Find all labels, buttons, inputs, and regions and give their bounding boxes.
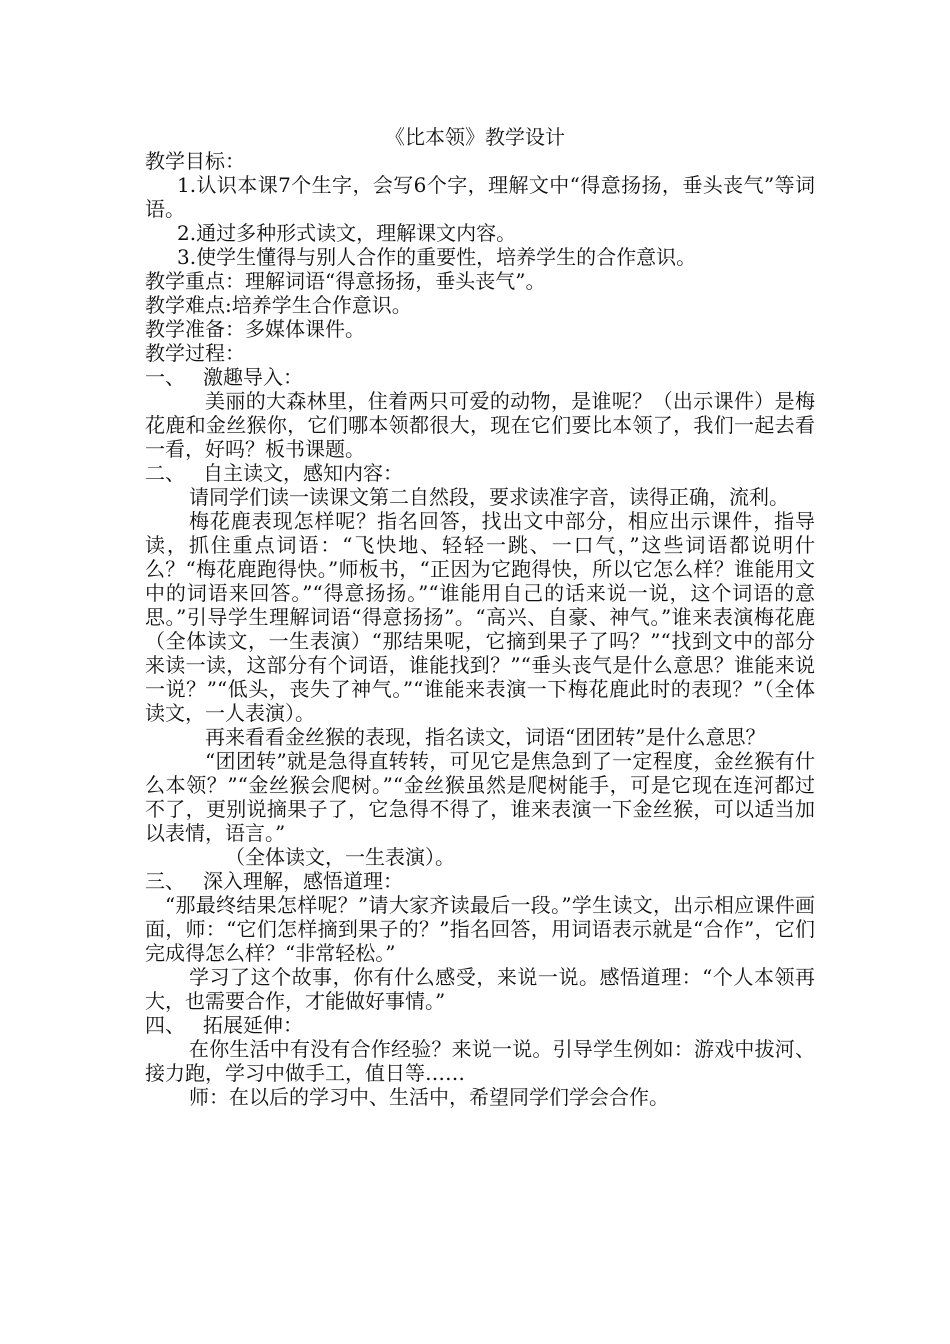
process-heading: 教学过程：: [145, 341, 245, 365]
preparation: 教学准备：多媒体课件。: [145, 317, 365, 341]
paragraph: 梅花鹿表现怎样呢？指名回答，找出文中部分，相应出示课件，指导读，抓住重点词语：“飞快地、轻轻一跳、一口气，”这些词语都说明什么？“梅花鹿跑得快。”师板书，“正因为它跑得快，所以它怎么样？谁能用文中的词语来回答。”“得意扬扬。”“谁能用自己的话来说一说，这个词语的意思。”引导学生理解词语“得意扬扬”。“高兴、自豪、神气。”谁来表演梅花鹿（全体读文，一生表演）“那结果呢，它摘到果子了吗？”“找到文中的部分来读一读，这部分有个词语，谁能找到？”“垂头丧气是什么意思？谁能来说一说？”“低头，丧失了神气。”“谁能来表演一下梅花鹿此时的表现？”（全体读文，一人表演）。: [145, 509, 815, 725]
difficulty: 教学难点:培养学生合作意识。: [145, 293, 412, 317]
goal-item-2: 2.通过多种形式读文，理解课文内容。: [177, 221, 517, 245]
paragraph: （全体读文，一生表演）。: [225, 845, 455, 869]
paragraph: “那最终结果怎样呢？”请大家齐读最后一段。”学生读文，出示相应课件画面，师：“它们怎样摘到果子的？”指名回答，用词语表示就是“合作”，它们完成得怎么样？“非常轻松。”: [145, 893, 815, 965]
paragraph: “团团转”就是急得直转转，可见它是焦急到了一定程度，金丝猴有什么本领？”“金丝猴会爬树。”“金丝猴虽然是爬树能手，可是它现在连河都过不了，更别说摘果子了，它急得不得了，谁来表演一下金丝猴，可以适当加以表情，语言。”: [145, 749, 815, 845]
document-title: 《比本领》教学设计: [385, 125, 565, 149]
paragraph: 再来看看金丝猴的表现，指名读文，词语“团团转”是什么意思？: [205, 725, 766, 749]
section-number: 三、: [145, 869, 185, 893]
paragraph: 师：在以后的学习中、生活中，希望同学们学会合作。: [189, 1085, 669, 1109]
paragraph: 学习了这个故事，你有什么感受，来说一说。感悟道理：“个人本领再大，也需要合作，才能做好事情。”: [145, 965, 815, 1013]
section-title: 深入理解，感悟道理：: [203, 869, 403, 893]
section-title: 自主读文，感知内容：: [203, 461, 403, 485]
section-heading-2: [145, 461, 815, 485]
section-title: 激趣导入：: [203, 365, 303, 389]
section-heading-4: [145, 1013, 815, 1037]
section-heading-1: [145, 365, 815, 389]
document-body: [145, 149, 815, 1109]
goal-item-3: 3.使学生懂得与别人合作的重要性，培养学生的合作意识。: [177, 245, 697, 269]
section-number: 四、: [145, 1013, 185, 1037]
goal-item-1: 1.认识本课7个生字，会写6个字，理解文中“得意扬扬，垂头丧气”等词语。: [145, 173, 815, 221]
section-title: 拓展延伸：: [203, 1013, 303, 1037]
section-heading-3: [145, 869, 815, 893]
paragraph: 在你生活中有没有合作经验？来说一说。引导学生例如：游戏中拔河、接力跑，学习中做手工，值日等……: [145, 1037, 815, 1085]
section-number: 二、: [145, 461, 185, 485]
goals-heading: 教学目标：: [145, 149, 245, 173]
paragraph: 美丽的大森林里，住着两只可爱的动物，是谁呢？（出示课件）是梅花鹿和金丝猴你，它们哪本领都很大，现在它们要比本领了，我们一起去看一看，好吗？板书课题。: [145, 389, 815, 461]
paragraph: 请同学们读一读课文第二自然段，要求读准字音，读得正确，流利。: [189, 485, 789, 509]
section-number: 一、: [145, 365, 185, 389]
key-point: 教学重点：理解词语“得意扬扬，垂头丧气”。: [145, 269, 546, 293]
